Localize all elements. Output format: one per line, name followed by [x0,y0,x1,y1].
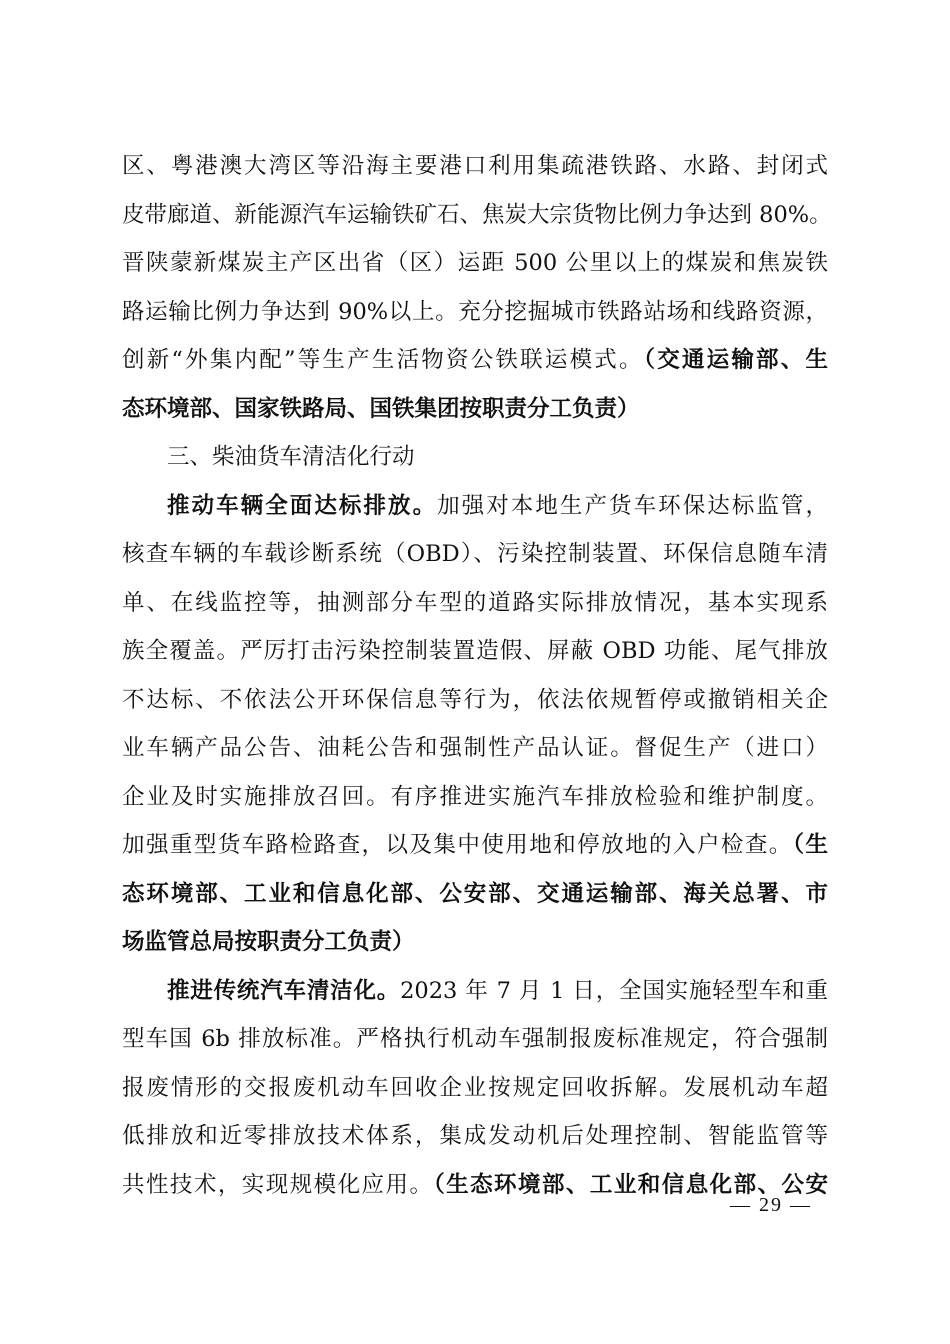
text-segment: 报废情形的交报废机动车回收企业按规定回收拆解。发展机动车超 [122,1074,828,1101]
text-segment: 创新“外集内配”等生产生活物资公铁联运模式。 [122,347,644,373]
bold-text-segment: 推进传统汽车清洁化。 [167,977,401,1004]
text-line [122,1161,828,1210]
text-line [122,482,828,531]
text-line [122,627,828,676]
bold-text-segment: 态环境部、工业和信息化部、公安部、交通运输部、海关总署、市 [122,880,828,907]
text-segment: 企业及时实施排放召回。有序推进实施汽车排放检验和维护制度。 [122,783,828,810]
text-segment: 晋陕蒙新煤炭主产区出省（区）运距 500 公里以上的煤炭和焦炭铁 [122,250,828,276]
text-line [122,433,828,482]
paragraph [122,967,828,1210]
text-segment: 核查车辆的车载诊断系统（OBD）、污染控制装置、环保信息随车清 [122,541,828,567]
text-line [122,676,828,725]
text-segment: 共性技术，实现规模化应用。 [122,1171,434,1198]
text-line [122,724,828,773]
text-line [122,967,828,1016]
page-number: — 29 — [730,1194,812,1216]
text-segment: 三、柴油货车清洁化行动 [167,444,415,470]
text-segment: 低排放和近零排放技术体系，集成发动机后处理控制、智能监管等 [122,1123,828,1149]
bold-text-segment: 推动车辆全面达标排放。 [167,492,438,519]
text-line [122,142,828,191]
paragraph [122,482,828,967]
text-segment: 业车辆产品公告、油耗公告和强制性产品认证。督促生产（进口） [122,735,828,761]
text-segment: 2023 年 7 月 1 日，全国实施轻型车和重 [400,977,828,1004]
text-segment: 路运输比例力争达到 90%以上。充分挖掘城市铁路站场和线路资源， [122,298,828,325]
text-line [122,1064,828,1113]
bold-text-segment: 态环境部、国家铁路局、国铁集团按职责分工负责） [122,395,640,422]
bold-text-segment: （生 [792,832,828,858]
text-segment: 型车国 6b 排放标准。严格执行机动车强制报废标准规定，符合强制 [122,1026,828,1052]
text-line [122,239,828,288]
text-line [122,336,828,385]
text-line [122,385,828,434]
text-segment: 不达标、不依法公开环保信息等行为，依法依规暂停或撤销相关企 [122,686,828,713]
text-segment: 皮带廊道、新能源汽车运输铁矿石、焦炭大宗货物比例力争达到 80%。 [122,201,832,228]
text-segment: 加强重型货车路检路查，以及集中使用地和停放地的入户检查。 [122,832,793,858]
text-line [122,288,828,337]
paragraph [122,142,832,433]
text-line [122,870,828,919]
text-segment: 加强对本地生产货车环保达标监管， [437,492,828,519]
document-body [122,142,832,1209]
text-segment: 单、在线监控等，抽测部分车型的道路实际排放情况，基本实现系 [122,589,828,616]
text-line [122,579,828,628]
text-line [122,773,828,822]
text-line [122,1015,828,1064]
text-line [122,191,832,240]
bold-text-segment: （生态环境部、工业和信息化部、公安 [433,1171,828,1198]
text-segment: 区、粤港澳大湾区等沿海主要港口利用集疏港铁路、水路、封闭式 [122,153,828,179]
text-segment: 族全覆盖。严厉打击污染控制装置造假、屏蔽 OBD 功能、尾气排放 [122,638,828,664]
text-line [122,530,828,579]
text-line [122,821,828,870]
section-heading [122,433,828,482]
text-line [122,918,828,967]
bold-text-segment: 场监管总局按职责分工负责） [122,929,415,955]
bold-text-segment: （交通运输部、生 [643,347,828,373]
text-line [122,1112,828,1161]
